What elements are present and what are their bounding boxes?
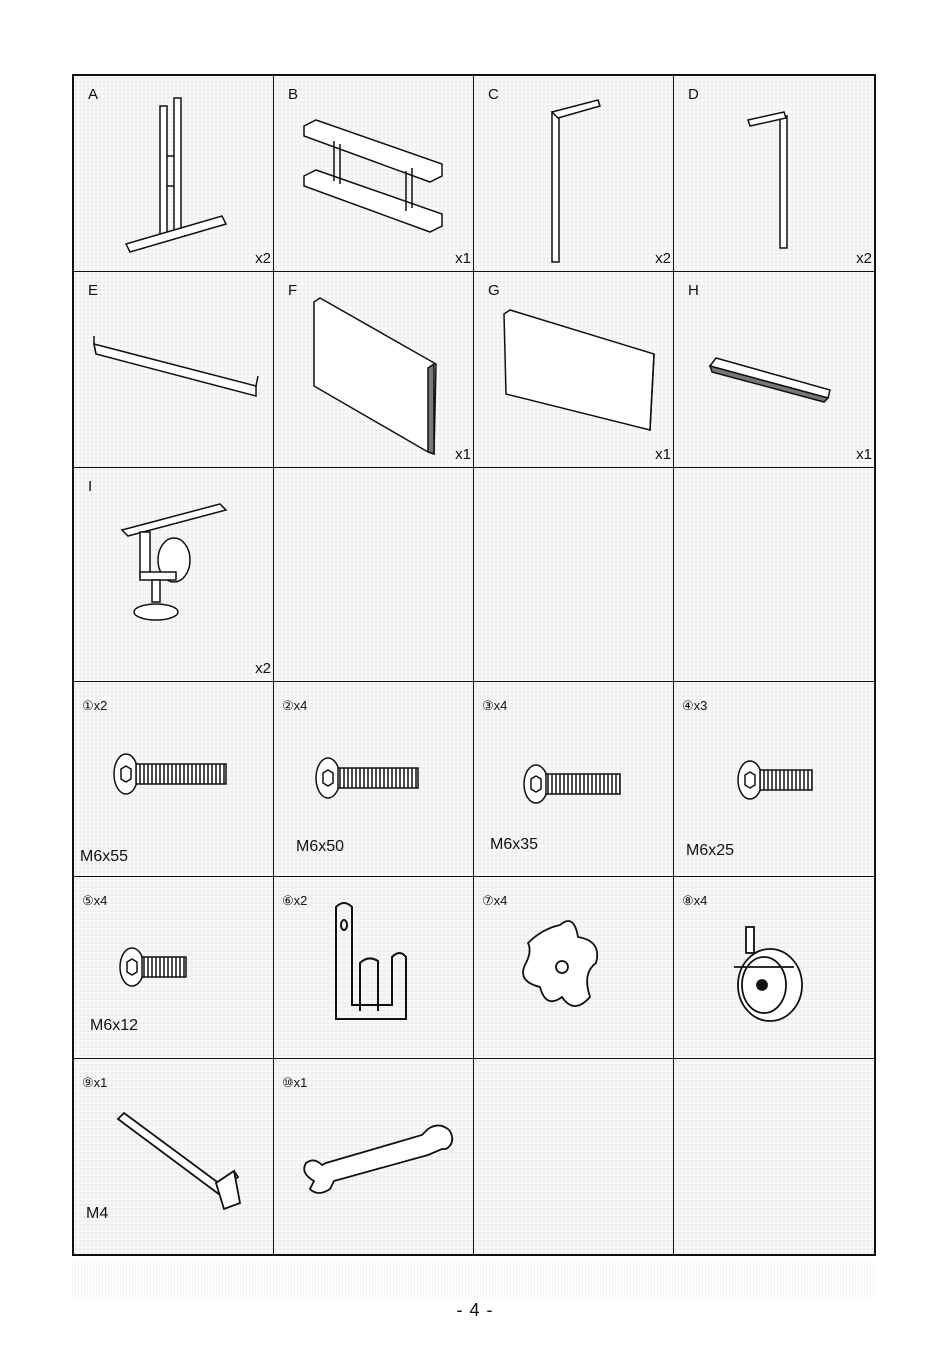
part-letter: D	[688, 86, 699, 103]
hardware-label: ⑨x1	[82, 1075, 108, 1090]
part-cell-f	[274, 272, 474, 468]
hardware-label: ⑦x4	[482, 893, 508, 908]
part-letter: E	[88, 282, 99, 299]
part-letter: B	[288, 86, 299, 103]
hex-key-icon	[74, 1059, 274, 1254]
parts-grid	[72, 74, 876, 1256]
part-qty: x2	[255, 660, 271, 677]
short-bent-rod-icon	[674, 76, 874, 272]
hardware-label: ⑤x4	[82, 893, 108, 908]
part-qty: x1	[455, 446, 471, 463]
part-cell-a	[74, 76, 274, 272]
part-qty: x1	[455, 250, 471, 267]
leg-frame-icon	[74, 76, 274, 272]
part-qty: x2	[856, 250, 872, 267]
crossbar-frame-icon	[274, 76, 474, 272]
side-panel-icon	[274, 272, 474, 468]
clamp-bracket-icon	[74, 468, 274, 682]
empty-cell	[674, 468, 874, 682]
hardware-size: M6x12	[90, 1017, 139, 1034]
hardware-label: ⑥x2	[282, 893, 308, 908]
hardware-label: ②x4	[282, 698, 308, 713]
hardware-label: ⑩x1	[282, 1075, 308, 1090]
part-letter: H	[688, 282, 699, 299]
hardware-cell-9	[74, 1059, 274, 1254]
back-panel-icon	[474, 272, 674, 468]
part-qty: x1	[655, 446, 671, 463]
hardware-size: M6x50	[296, 838, 345, 855]
hardware-cell-6	[274, 877, 474, 1059]
hardware-label: ①x2	[82, 698, 108, 713]
hardware-label: ⑧x4	[682, 893, 708, 908]
hardware-cell-3	[474, 682, 674, 877]
part-cell-i	[74, 468, 274, 682]
part-qty: x2	[655, 250, 671, 267]
star-knob-icon	[474, 877, 674, 1059]
part-cell-e	[74, 272, 274, 468]
part-cell-g	[474, 272, 674, 468]
part-letter: I	[88, 478, 93, 495]
wrench-icon	[274, 1059, 474, 1254]
hardware-cell-5	[74, 877, 274, 1059]
ledge-strip-icon	[674, 272, 874, 468]
part-cell-c	[474, 76, 674, 272]
empty-cell	[674, 1059, 874, 1254]
hardware-size: M6x35	[490, 836, 539, 853]
hardware-cell-4	[674, 682, 874, 877]
scan-noise	[72, 1260, 874, 1300]
hardware-label: ④x3	[682, 698, 708, 713]
part-cell-b	[274, 76, 474, 272]
hardware-label: ③x4	[482, 698, 508, 713]
hardware-cell-1	[74, 682, 274, 877]
hardware-size: M4	[86, 1205, 109, 1222]
part-qty: x1	[856, 446, 872, 463]
hardware-cell-2	[274, 682, 474, 877]
hardware-cell-8	[674, 877, 874, 1059]
empty-cell	[474, 1059, 674, 1254]
hardware-cell-7	[474, 877, 674, 1059]
part-letter: C	[488, 86, 499, 103]
part-cell-d	[674, 76, 874, 272]
part-letter: F	[288, 282, 298, 299]
part-letter: A	[88, 86, 99, 103]
part-qty: x2	[255, 250, 271, 267]
channel-rail-icon	[74, 272, 274, 468]
part-letter: G	[488, 282, 500, 299]
hardware-cell-10	[274, 1059, 474, 1254]
u-hook-icon	[274, 877, 474, 1059]
page-number: - 4 -	[456, 1300, 494, 1320]
empty-cell	[474, 468, 674, 682]
hardware-size: M6x25	[686, 842, 735, 859]
hardware-size: M6x55	[80, 848, 129, 865]
part-cell-h	[674, 272, 874, 468]
caster-wheel-icon	[674, 877, 874, 1059]
long-bent-rod-icon	[474, 76, 674, 272]
parts-sheet	[72, 74, 874, 1254]
empty-cell	[274, 468, 474, 682]
